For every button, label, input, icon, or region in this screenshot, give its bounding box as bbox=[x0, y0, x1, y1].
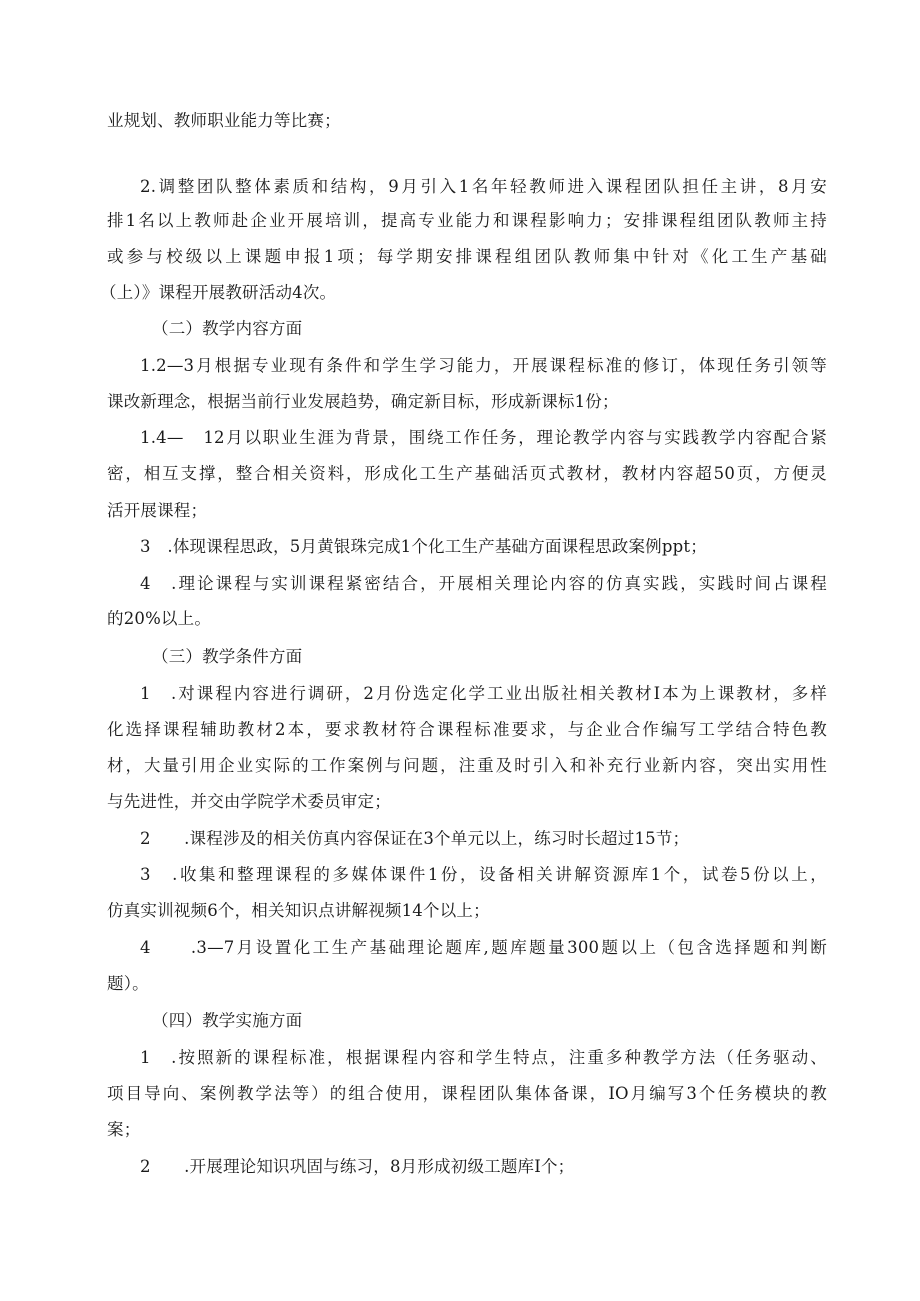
text-line-8: 课改新理念，根据当前行业发展趋势，确定新目标，形成新课标1份； bbox=[107, 392, 619, 411]
text-line-3: 排1名以上教师赴企业开展培训，提高专业能力和课程影响力；安排课程组团队教师主持 bbox=[107, 211, 827, 230]
text-line-5: （上）》课程开展教研活动4次。 bbox=[100, 283, 337, 302]
text-line-18: 材，大量引用企业实际的工作案例与问题，注重及时引入和补充行业新内容，突出实用性 bbox=[107, 756, 827, 775]
text-line-23: 4 .3—7月设置化工生产基础理论题库,题库题量300题以上（包含选择题和判断 bbox=[140, 938, 827, 957]
text-line-12: 3 .体现课程思政，5月黄银珠完成1个化工生产基础方面课程思政案例ppt； bbox=[140, 537, 707, 556]
text-line-28: 案； bbox=[107, 1120, 141, 1139]
text-line-24: 题）。 bbox=[107, 974, 149, 993]
text-line-16: 1 .对课程内容进行调研，2月份选定化学工业出版社相关教材I本为上课教材，多样 bbox=[140, 684, 827, 703]
text-line-26: 1 .按照新的课程标准，根据课程内容和学生特点，注重多种教学方法（任务驱动、 bbox=[140, 1048, 827, 1067]
text-line-4: 或参与校级以上课题申报1项；每学期安排课程组团队教师集中针对《化工生产基础 bbox=[107, 247, 827, 266]
text-line-19: 与先进性，并交由学院学术委员审定； bbox=[107, 792, 391, 811]
text-line-1: 业规划、教师职业能力等比赛； bbox=[107, 111, 341, 130]
section-heading-4: （四）教学实施方面 bbox=[152, 1011, 303, 1030]
text-line-2: 2.调整团队整体素质和结构，9月引入1名年轻教师进入课程团队担任主讲，8月安 bbox=[140, 177, 827, 196]
text-line-14: 的20%以上。 bbox=[107, 609, 212, 628]
text-line-7: 1.2—3月根据专业现有条件和学生学习能力，开展课程标准的修订，体现任务引领等 bbox=[140, 356, 827, 375]
text-line-27: 项目导向、案例教学法等）的组合使用，课程团队集体备课，IO月编写3个任务模块的教 bbox=[107, 1084, 827, 1103]
text-line-22: 仿真实训视频6个，相关知识点讲解视频14个以上； bbox=[107, 901, 490, 920]
section-heading-3: （三）教学条件方面 bbox=[152, 647, 303, 666]
text-line-13: 4 .理论课程与实训课程紧密结合，开展相关理论内容的仿真实践，实践时间占课程 bbox=[140, 574, 827, 593]
text-line-17: 化选择课程辅助教材2本，要求教材符合课程标准要求，与企业合作编写工学结合特色教 bbox=[107, 720, 827, 739]
text-line-9: 1.4— 12月以职业生涯为背景，围绕工作任务，理论教学内容与实践教学内容配合紧 bbox=[140, 428, 827, 447]
text-line-11: 活开展课程； bbox=[107, 501, 208, 520]
section-heading-2: （二）教学内容方面 bbox=[152, 319, 303, 338]
text-line-21: 3 .收集和整理课程的多媒体课件1份，设备相关讲解资源库1个，试卷5份以上， bbox=[140, 865, 827, 884]
text-line-29: 2 .开展理论知识巩固与练习，8月形成初级工题库I个； bbox=[140, 1157, 575, 1176]
text-line-20: 2 .课程涉及的相关仿真内容保证在3个单元以上，练习时长超过15节； bbox=[140, 829, 690, 848]
text-line-10: 密，相互支撑，整合相关资料，形成化工生产基础活页式教材，教材内容超50页，方便灵 bbox=[107, 464, 827, 483]
